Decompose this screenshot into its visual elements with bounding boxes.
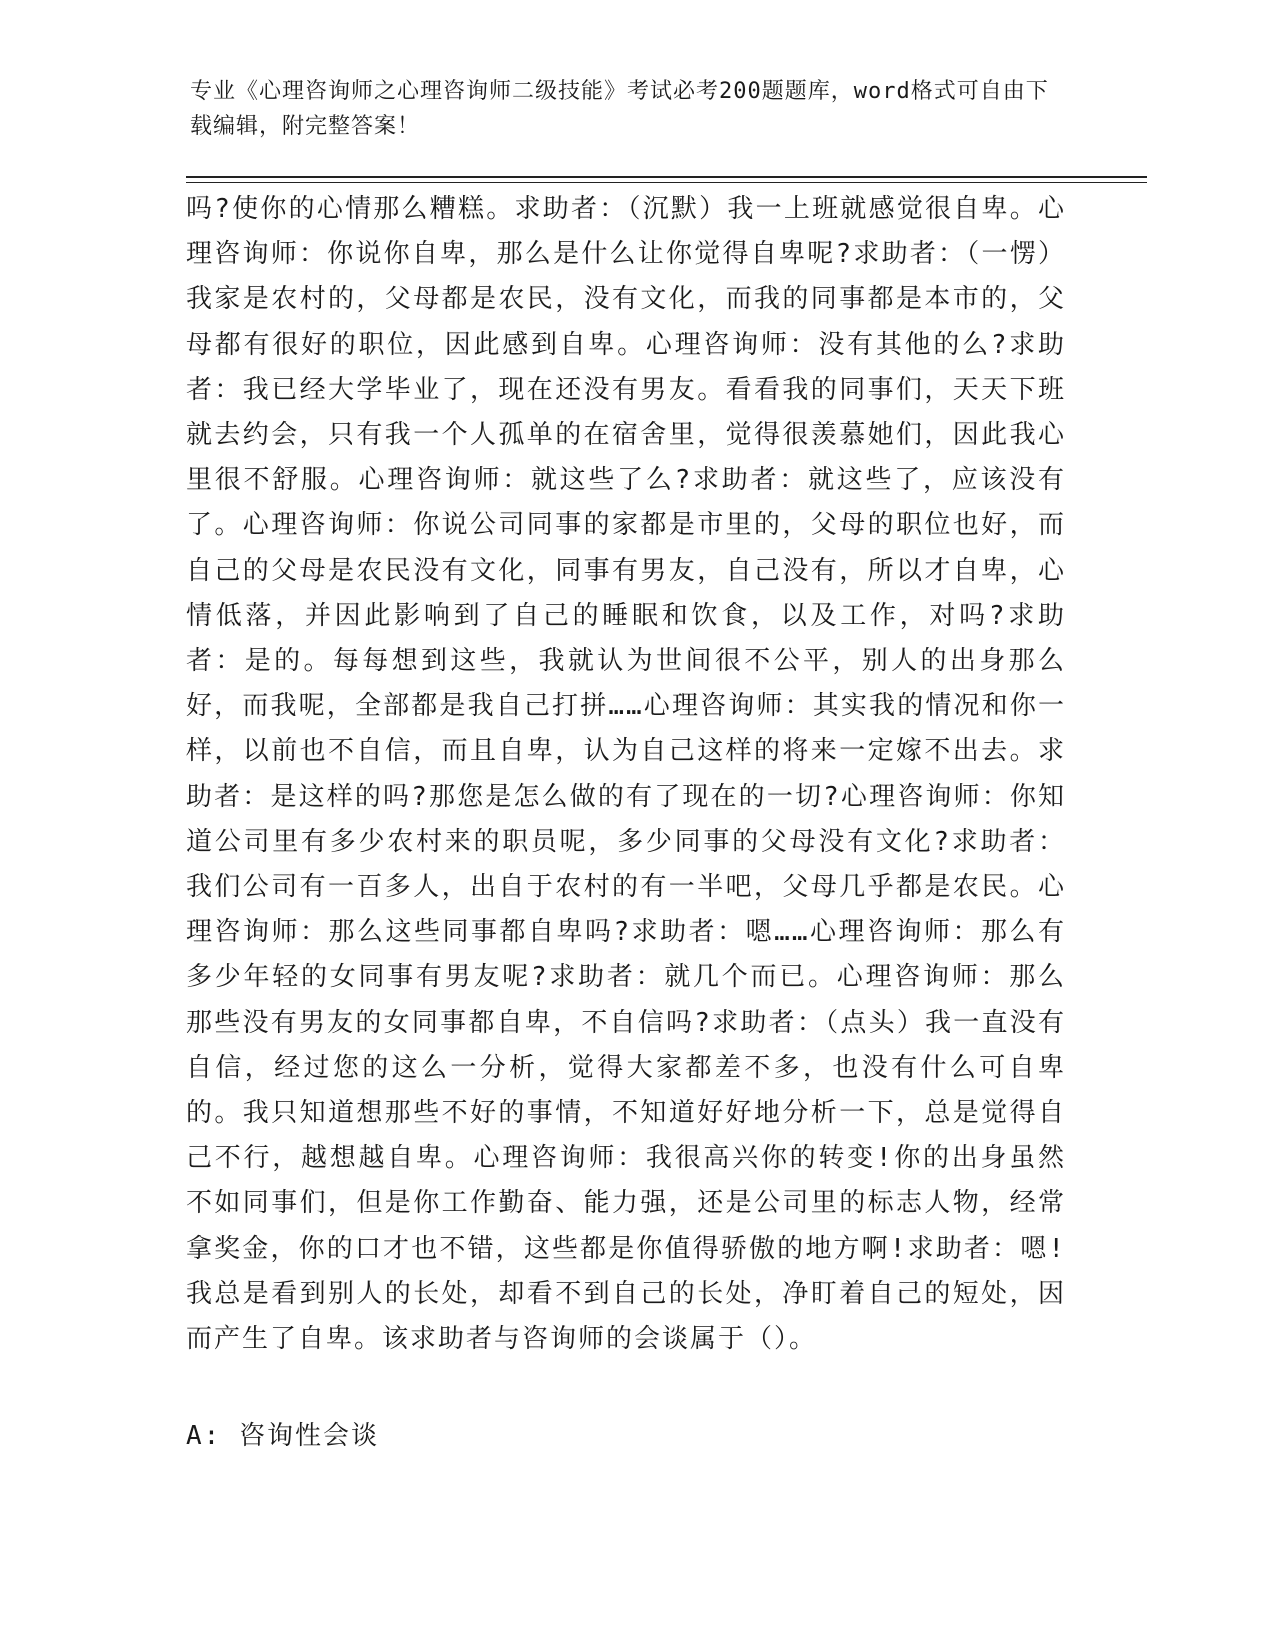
option-a [186,1414,379,1459]
option-a-label: A: [186,1421,222,1451]
header-divider-thin [186,182,1147,183]
page-header: 专业《心理咨询师之心理咨询师二级技能》考试必考200题题库，word格式可自由下载编辑，附完整答案！ [190,79,1049,139]
header-divider-thick [186,176,1147,178]
question-text: 吗?使你的心情那么糟糕。求助者：（沉默）我一上班就感觉很自卑。心理咨询师：你说你自卑，那么是什么让你觉得自卑呢?求助者：（一愣）我家是农村的，父母都是农民，没有文化，而我的同事都是本市的，父母都有很好的职位，因此感到自卑。心理咨询师：没有其他的么?求助者：我已经大学毕业了，现在还没有男友。看看我的同事们，天天下班就去约会，只有我一个人孤单的在宿舍里，觉得很羡慕她们，因此我心里很不舒服。心理咨询师：就这些了么?求助者：就这些了，应该没有了。心理咨询师：你说公司同事的家都是市里的，父母的职位也好，而自己的父母是农民没有文化，同事有男友，自己没有，所以才自卑，心情低落，并因此影响到了自己的睡眠和饮食，以及工作，对吗?求助者：是的。每每想到这些，我就认为世间很不公平，别人的出身那么好，而我呢，全部都是我自己打拼……心理咨询师：其实我的情况和你一样，以前也不自信，而且自卑，认为自己这样的将来一定嫁不出去。求助者：是这样的吗?那您是怎么做的有了现在的一切?心理咨询师：你知道公司里有多少农村来的职员呢，多少同事的父母没有文化?求助者：我们公司有一百多人，出自于农村的有一半吧，父母几乎都是农民。心理咨询师：那么这些同事都自卑吗?求助者：嗯……心理咨询师：那么有多少年轻的女同事有男友呢?求助者：就几个而已。心理咨询师：那么那些没有男友的女同事都自卑，不自信吗?求助者：（点头）我一直没有自信，经过您的这么一分析，觉得大家都差不多，也没有什么可自卑的。我只知道想那些不好的事情，不知道好好地分析一下，总是觉得自己不行，越想越自卑。心理咨询师：我很高兴你的转变!你的出身虽然不如同事们，但是你工作勤奋、能力强，还是公司里的标志人物，经常拿奖金，你的口才也不错，这些都是你值得骄傲的地方啊!求助者：嗯!我总是看到别人的长处，却看不到自己的长处，净盯着自己的短处，因而产生了自卑。该求助者与咨询师的会谈属于（）。 [186,194,1066,1355]
option-a-text: 咨询性会谈 [238,1421,379,1451]
